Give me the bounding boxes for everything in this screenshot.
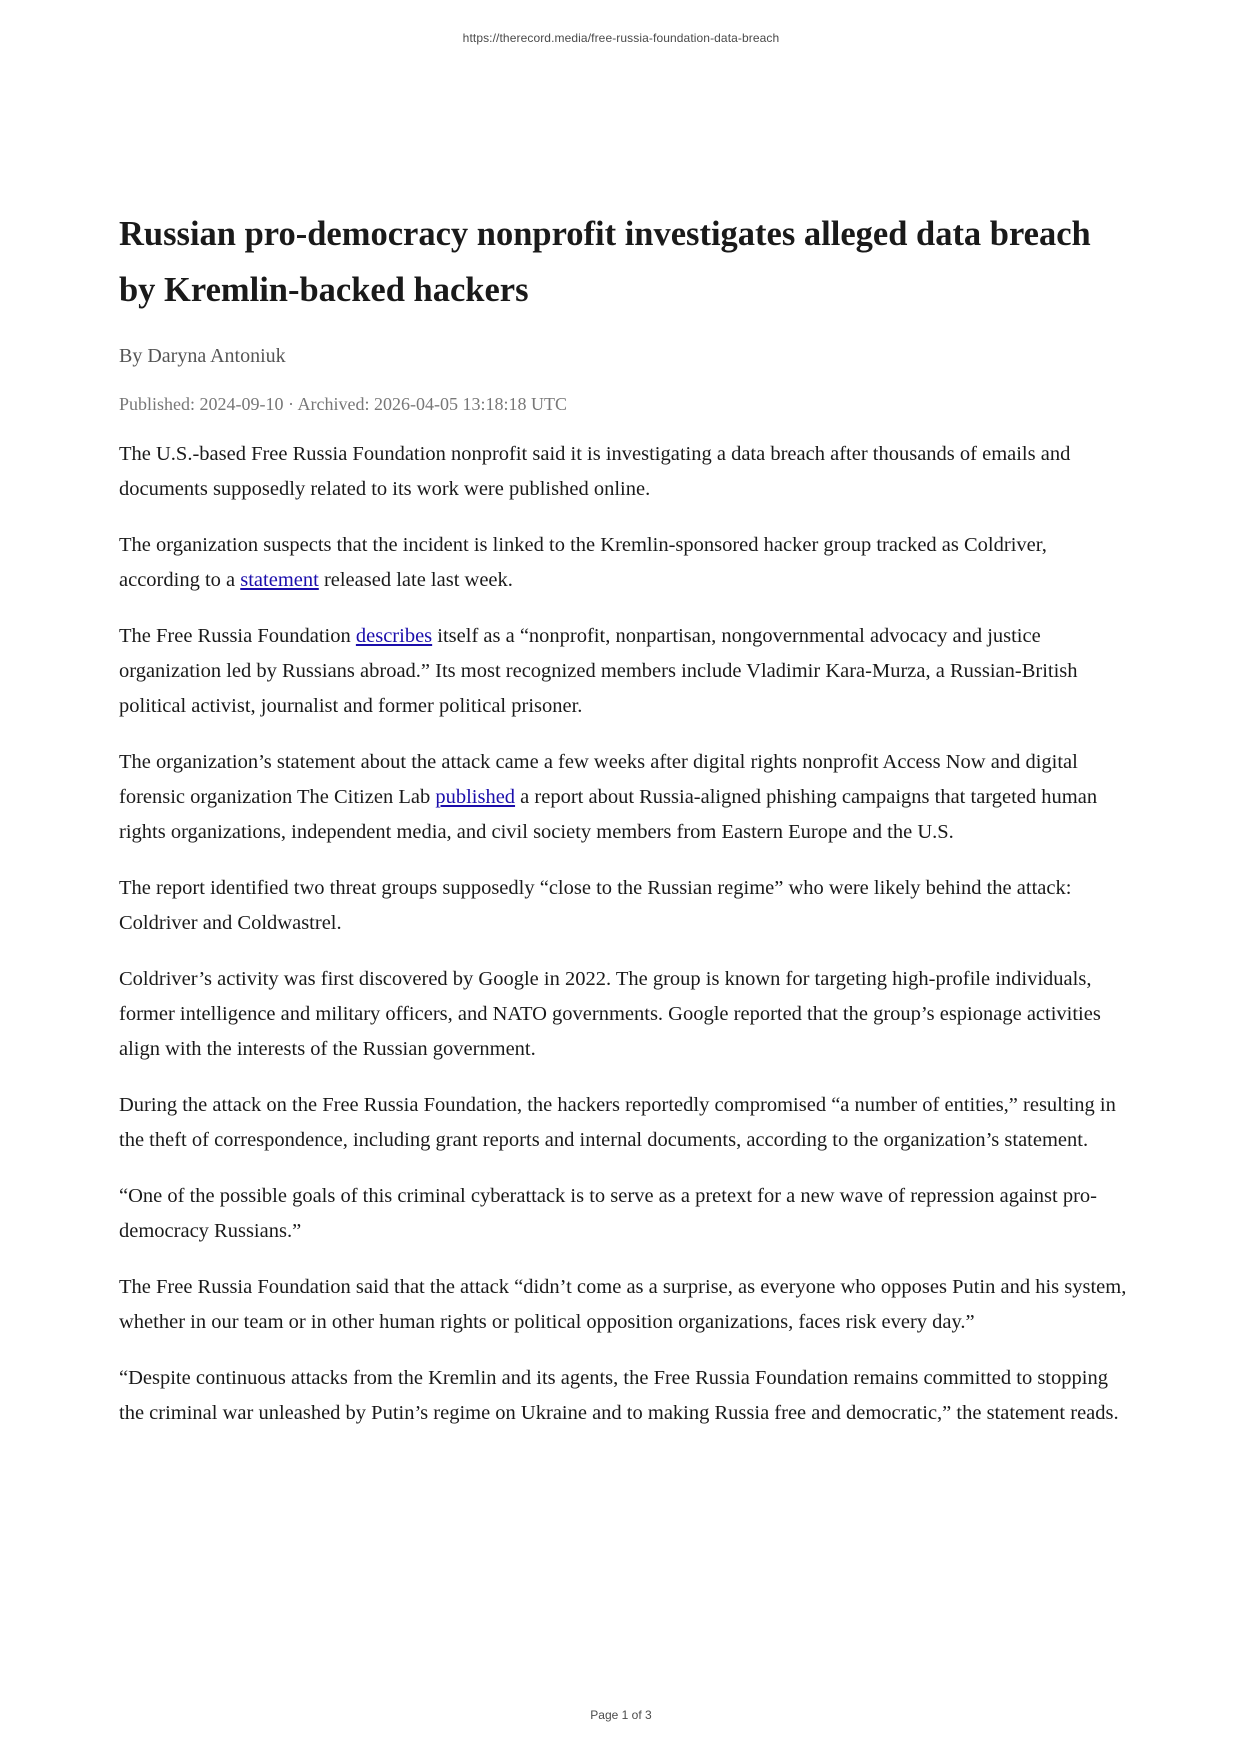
paragraph-2-text-after: released late last week. — [318, 569, 513, 591]
article — [119, 206, 1129, 1452]
article-byline: By Daryna Antoniuk — [119, 345, 286, 367]
paragraph-8: “One of the possible goals of this criminal cyberattack is to serve as a pretext for a new wave of repression against pro-democracy Russians.” — [119, 1185, 1097, 1242]
article-body — [119, 437, 1129, 1431]
statement-link[interactable]: statement — [240, 569, 319, 591]
article-title: Russian pro-democracy nonprofit investigates alleged data breach by Kremlin-backed hackers — [119, 215, 1091, 309]
paragraph-4 — [119, 745, 1129, 850]
describes-link[interactable]: describes — [355, 625, 433, 647]
paragraph-7: During the attack on the Free Russia Foundation, the hackers reportedly compromised “a number of entities,” resulting in the theft of correspondence, including grant reports and internal documents, according to the organization’s statement. — [119, 1094, 1116, 1151]
paragraph-3 — [119, 619, 1129, 724]
page-number: Page 1 of 3 — [590, 1708, 652, 1722]
paragraph-2 — [119, 528, 1129, 598]
paragraph-3-text-after: itself as a “nonprofit, nonpartisan, nongovernmental advocacy and justice organization led by Russians abroad.” Its most recognized members include Vladimir Kara-Murza, a Russian-British political activist, journalist and former political prisoner. — [119, 625, 1078, 717]
paragraph-2-text-before: The organization suspects that the incident is linked to the Kremlin-sponsored hacker group tracked as Coldriver, according to a — [119, 534, 1047, 591]
paragraph-9: The Free Russia Foundation said that the attack “didn’t come as a surprise, as everyone who opposes Putin and his system, whether in our team or in other human rights or political opposition organizations, faces risk every day.” — [119, 1276, 1127, 1333]
paragraph-5: The report identified two threat groups supposedly “close to the Russian regime” who were likely behind the attack: Coldriver and Coldwastrel. — [119, 877, 1072, 934]
paragraph-1: The U.S.-based Free Russia Foundation nonprofit said it is investigating a data breach after thousands of emails and documents supposedly related to its work were published online. — [119, 443, 1071, 500]
published-link[interactable]: published — [435, 786, 516, 808]
paragraph-4-text-after: a report about Russia-aligned phishing campaigns that targeted human rights organizations, independent media, and civil society members from Eastern Europe and the U.S. — [119, 786, 1098, 843]
paragraph-10: “Despite continuous attacks from the Kremlin and its agents, the Free Russia Foundation remains committed to stopping the criminal war unleashed by Putin’s regime on Ukraine and to making Russia free and democratic,” the statement reads. — [119, 1367, 1119, 1424]
paragraph-4-text-before: The organization’s statement about the attack came a few weeks after digital rights nonprofit Access Now and digital forensic organization The Citizen Lab — [119, 751, 1078, 808]
article-dates: Published: 2024-09-10 · Archived: 2026-04-05 13:18:18 UTC — [119, 394, 567, 414]
paragraph-3-text-before: The Free Russia Foundation — [119, 625, 356, 647]
paragraph-6: Coldriver’s activity was first discovered by Google in 2022. The group is known for targeting high-profile individuals, former intelligence and military officers, and NATO governments. Google reported that the group’s espionage activities align with the interests of the Russian government. — [119, 968, 1101, 1060]
source-url: https://therecord.media/free-russia-foundation-data-breach — [462, 31, 780, 45]
